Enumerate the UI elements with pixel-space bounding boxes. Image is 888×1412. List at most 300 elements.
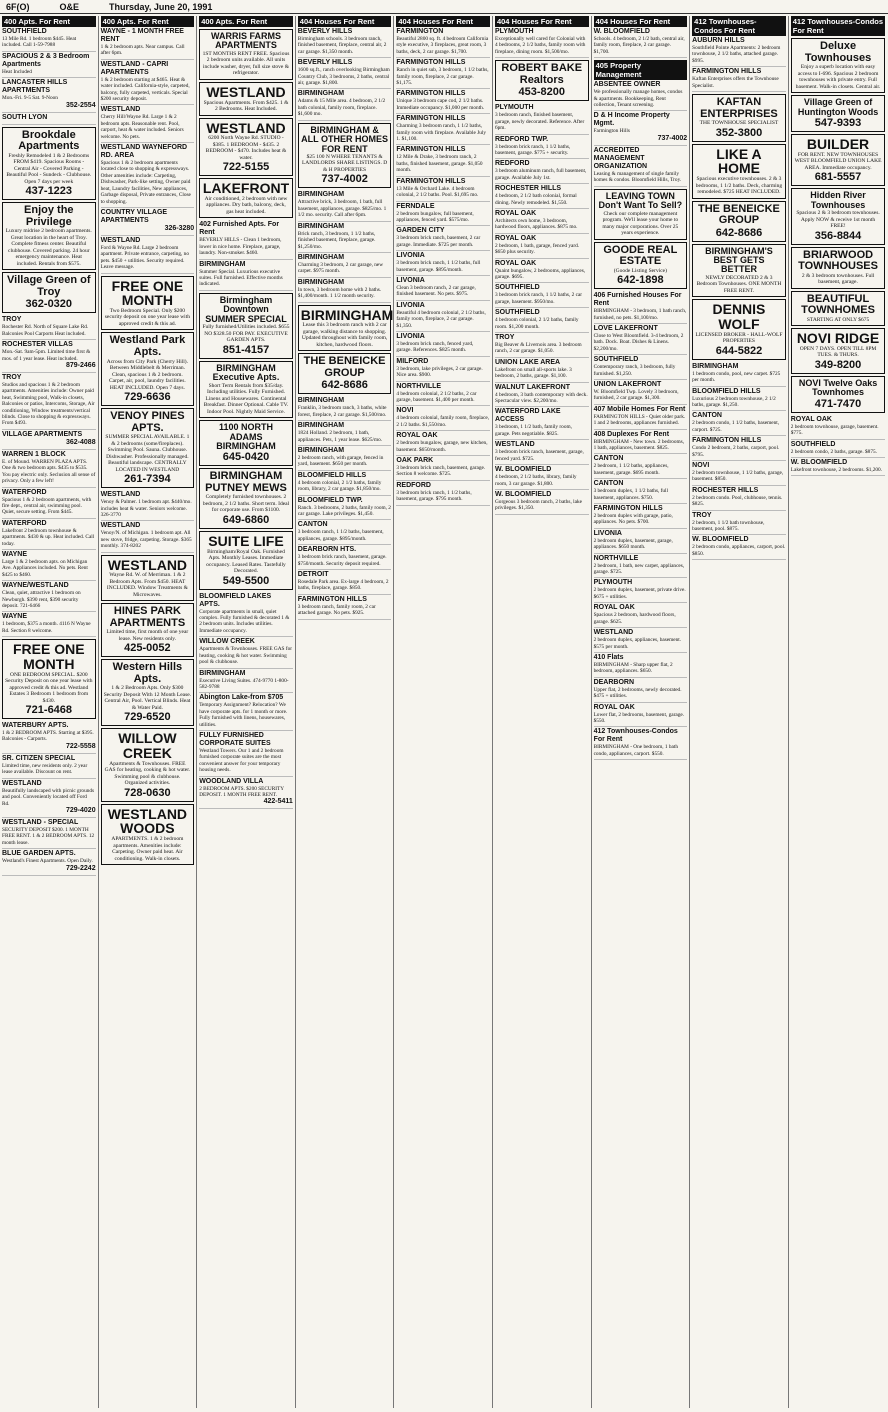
- ad-text: 1600 sq.ft., ranch overlooking Birmingham Country Club, 3 bedrooms, 2 baths, central air, garage. $1,800.: [297, 67, 390, 87]
- classified-ad: [594, 628, 688, 653]
- display-ad: [594, 189, 688, 240]
- ad-phone: 737-4002: [657, 134, 688, 142]
- display-ad-headline: VENOY PINES APTS.: [110, 410, 185, 434]
- display-ad-headline: THE BENEICKE GROUP: [303, 355, 386, 379]
- ad-title: CANTON: [692, 412, 722, 420]
- classified-ad: [2, 78, 96, 112]
- classified-ad: [594, 678, 688, 703]
- display-ad: [594, 242, 688, 290]
- ad-title: BIRMINGHAM: [297, 222, 345, 230]
- display-ad-copy: Lease this 3 bedroom ranch with 2 car garage, walking distance to shopping. Updated throughout with family room, kitchen, hardwood floors.: [301, 322, 388, 348]
- ad-text: BIRMINGHAM - 3 bedroom, 1 bath ranch, furnished, no pets. $1,100/mo.: [593, 308, 687, 321]
- ad-title: WESTLAND: [494, 441, 535, 449]
- classified-ad: [594, 703, 688, 728]
- ad-title: REDFORD TWP.: [494, 135, 549, 143]
- classified-ad: [396, 431, 490, 456]
- section-heading: 400 Apts. For Rent: [2, 16, 96, 27]
- classified-ad: [298, 58, 392, 89]
- display-ad-phone: 352-3800: [715, 126, 763, 139]
- display-ad-copy: 6200 North Wayne Rd. STUDIO - $385. 1 BEDROOM - $435. 2 BEDROOM - $470. Includes heat & water.: [205, 135, 287, 161]
- classified-ad: [101, 208, 195, 236]
- ad-text: 4 bedroom colonial, family room, fireplace, 2 1/2 baths. $1,550/mo.: [396, 415, 490, 428]
- classified-ad: [298, 27, 392, 58]
- classified-ad: [2, 340, 96, 373]
- classified-section: [101, 16, 195, 274]
- display-ad-phone: 362-0320: [25, 298, 73, 311]
- display-ad-copy: Short Term Rentals from $35/day. Including utilities. Fully Furnished. Linens and Housewares. Continental Breakfast. Dinner Optional. Cable TV. Indoor Pool. Nightly Maid Service.: [203, 382, 289, 415]
- classified-ad: [396, 301, 490, 332]
- ad-text: Lakefront 2 bedroom townhouse & apartments. $430 & up. Heat included. Call today.: [2, 527, 95, 547]
- classified-ad: [495, 283, 589, 308]
- ad-title: DEARBORN: [593, 678, 635, 686]
- ad-text: Schools. 4 bedroom, 2 1/2 bath, central air, family room, fireplace, 2 car garage. $1,700.: [593, 36, 685, 55]
- classified-ad: [396, 177, 490, 202]
- ad-title: WAYNE: [2, 550, 28, 558]
- classified-column: [493, 16, 592, 1408]
- display-ad-phone: 642-8686: [321, 379, 368, 392]
- classified-ad: [2, 27, 96, 52]
- display-ad-phone: 547-9393: [814, 116, 862, 129]
- classified-ad: [692, 362, 786, 387]
- classified-column: [99, 16, 198, 1408]
- display-ad-copy: $25 100 N WHERE TENANTS & LANDLORDS SHARE LISTINGS. D & H PROPERTIES: [301, 153, 388, 173]
- ad-title: UNION LAKE AREA: [494, 358, 561, 366]
- ad-title: BLOOMFIELD HILLS: [297, 471, 367, 479]
- section-heading: 412 Townhouses-Condos For Rent: [692, 16, 786, 36]
- ad-title: WOODLAND VILLA: [199, 777, 264, 785]
- display-ad-copy: Apartments & Townhouses. FREE GAS for heating, cooking & hot water. Swimming pool & clubhouse. Organized activities.: [104, 760, 191, 787]
- ad-phone: 362-4088: [66, 438, 96, 446]
- ad-title: 406 Furnished Houses For Rent: [593, 292, 682, 308]
- display-ad: [199, 361, 293, 418]
- display-ad-phone: 851-4157: [222, 343, 270, 356]
- ad-text: 3 bedroom ranch, finished basement, garage, newly decorated. Reference. After 6pm.: [494, 112, 585, 132]
- display-ad: [101, 332, 195, 406]
- display-ad-phone: 681-5557: [814, 171, 862, 184]
- classified-ad: [298, 570, 392, 595]
- ad-text: Spacious 1 & 2 bedroom apartments, with fire dept., central air, swimming pool. Quiet, secure setting. From $445.: [2, 496, 92, 516]
- display-ad: [692, 244, 786, 298]
- classified-ad: [594, 430, 688, 455]
- ad-title: WILLOW CREEK: [199, 638, 255, 646]
- ad-title: WAYNE: [2, 613, 28, 621]
- display-ad-phone: 471-7470: [814, 397, 862, 410]
- ad-title: LIVONIA: [396, 301, 425, 309]
- classified-ad: [495, 333, 589, 358]
- classified-ad: [298, 471, 392, 496]
- classified-ad: [101, 27, 195, 60]
- display-ad-headline: BRIARWOOD TOWNHOUSES: [798, 248, 878, 273]
- classified-columns: [0, 16, 888, 1408]
- ad-text: Close to West Bloomfield. 3-4 bedroom, 2 bath. Dock. Boat. Dishes & Linens. $2,200/mo.: [593, 332, 684, 352]
- ad-title: REDFORD: [396, 481, 431, 489]
- ad-title: TROY: [494, 334, 515, 342]
- display-ad-phone: 729-6520: [124, 711, 171, 724]
- ad-title: WESTLAND: [100, 106, 141, 114]
- ad-text: 2 bedroom condo, 2 baths, garage. $875.: [790, 448, 877, 455]
- ad-text: Venoy & Palmer. 1 bedroom apt. $440/mo. includes heat & water. Seniors welcome. 326-3770: [100, 499, 192, 518]
- display-ad-copy: 1 & 2 Bedroom Apts. Only $300 Security Deposit With 12 Month Lease. Central Air, Pool. Vertical Blinds. Heat & Water Paid.: [103, 685, 192, 711]
- display-ad: [692, 144, 786, 199]
- ad-text: 4 bedroom colonial, 2 1/2 baths, 2 car garage, basement. $1,400 per month.: [396, 390, 477, 403]
- display-ad-phone: 425-0052: [124, 642, 171, 655]
- ad-title: WAYNE/WESTLAND: [2, 582, 69, 590]
- classified-ad: [594, 146, 688, 187]
- ad-text: Southfield Pointe Apartments: 2 bedroom townhouse, 2 1/2 baths, attached garage. $995.: [692, 45, 781, 64]
- ad-text: 2 bedroom townhouse, 1 1/2 baths, garage, basement. $850.: [692, 470, 784, 483]
- ad-text: Beautiful 4 bedroom colonial, 2 1/2 baths, family room, fireplace, 2 car garage. $1,350.: [396, 309, 486, 329]
- display-ad-headline: DENNIS WOLF: [712, 301, 766, 333]
- display-ad: [101, 728, 195, 801]
- classified-section: [692, 16, 786, 92]
- ad-text: 3 bedroom ranch, family room, 2 car attached garage. No pets. $925.: [297, 603, 376, 617]
- display-ad-copy: 2 & 3 bedroom townhouses. Full basement, garage.: [801, 272, 875, 286]
- ad-title: GARDEN CITY: [396, 227, 445, 235]
- classified-column: [0, 16, 99, 1408]
- ad-title: WESTLAND: [100, 522, 141, 530]
- display-ad-phone: 721-6468: [25, 704, 73, 717]
- classified-ad: [495, 135, 589, 160]
- ad-text: 2 bedroom, 1 bath, new carpet, appliances, garage. $725.: [593, 562, 685, 576]
- classified-ad: [692, 387, 786, 412]
- page-number: 6F(O): [6, 1, 30, 12]
- ad-title: WESTLAND - SPECIAL: [2, 818, 79, 826]
- ad-text: Ranch in quiet sub, 3 bedroom, 1 1/2 baths, family room, fireplace, 2 car garage. $1,175.: [396, 67, 489, 87]
- ad-title: W. BLOOMFIELD: [494, 490, 552, 498]
- ad-text: FARMINGTON HILLS - Quiet older park. 1 and 2 bedrooms, appliances furnished.: [593, 413, 686, 427]
- classified-section: [594, 60, 688, 186]
- ad-title: ROCHESTER VILLAS: [2, 341, 73, 349]
- classified-ad: [495, 184, 589, 209]
- ad-text: 2 bedroom condo. Pool, clubhouse, tennis. $825.: [692, 494, 783, 508]
- display-ad-headline: SUITE LIFE: [208, 532, 284, 549]
- ad-text: 3 bedroom ranch, 1 1/2 baths, basement, appliances, garage. $895/month.: [297, 529, 384, 542]
- ad-text: Heat Included: [2, 68, 32, 75]
- classified-ad: [2, 550, 96, 581]
- section-heading: 404 Houses For Rent: [298, 16, 392, 27]
- publication-name: O&E: [59, 1, 80, 12]
- display-ad: [199, 420, 293, 466]
- classified-ad: [594, 27, 688, 58]
- ad-phone: 422-5411: [263, 798, 293, 806]
- ad-text: 3 bedroom brick ranch, basement, 2 car garage. Immediate. $725 per month.: [396, 235, 481, 248]
- ad-title: FARMINGTON HILLS: [396, 90, 466, 98]
- ad-title: ABSENTEE OWNER: [593, 81, 661, 89]
- display-ad: [791, 328, 886, 374]
- classified-column: [690, 16, 789, 1408]
- classified-ad: [298, 446, 392, 471]
- section-heading: 405 Property Management: [594, 60, 688, 80]
- display-ad: [199, 29, 293, 80]
- ad-phone: 352-2554: [66, 101, 96, 109]
- display-ad-phone: 642-8686: [715, 226, 763, 239]
- ad-text: 1 & 2 bedroom apts. Near campus. Call after 6pm.: [100, 44, 185, 57]
- ad-text: Franklin, 3 bedroom ranch, 3 baths, white forest, fireplace, 2 car garage. $1,500/mo.: [297, 405, 387, 418]
- display-ad: [2, 202, 96, 270]
- display-ad: [298, 305, 392, 352]
- display-ad-headline: Hidden River Townhouses: [810, 190, 866, 210]
- display-ad-phone: 728-0630: [124, 786, 171, 799]
- ad-title: ROYAL OAK: [593, 703, 635, 711]
- classified-ad: [594, 324, 688, 355]
- ad-text: 4 bedroom, 2 1/2 baths, library, family room, 3 car garage. $1,800.: [494, 474, 577, 487]
- section-heading: 404 Houses For Rent: [594, 16, 688, 27]
- ad-title: FARMINGTON HILLS: [396, 177, 466, 185]
- display-ad-phone: 722-5155: [222, 161, 270, 174]
- display-ad: [199, 293, 293, 359]
- display-ad-headline: WESTLAND: [206, 83, 286, 100]
- display-ad-headline: LIKE A HOME: [716, 145, 762, 177]
- ad-title: OAK PARK: [396, 457, 434, 465]
- ad-title: CANTON: [593, 455, 624, 463]
- ad-text: 2 bedroom condo, appliances, carport, pool. $850.: [692, 544, 786, 557]
- display-ad-headline: FREE ONE MONTH: [111, 277, 184, 309]
- classified-ad: [594, 405, 688, 430]
- ad-title: ROCHESTER HILLS: [692, 486, 759, 494]
- classified-ad: [495, 209, 589, 234]
- display-ad-headline: BEAUTIFUL TOWNHOMES: [801, 292, 875, 317]
- section-heading: 404 Houses For Rent: [396, 16, 490, 27]
- ad-title: DEARBORN HTS.: [297, 546, 357, 554]
- display-ad-copy: Across from City Park (Cherry Hill). Between Middlebelt & Merriman. Clean, spacious 1 & 2 bedroom. Carpet, air, pool, laundry facilities. HEAT INCLUDED. Open 7 days.: [106, 358, 189, 391]
- classified-ad: [396, 481, 490, 506]
- ad-text: 1 bedroom, $375 a month. 4116 N Wayne Rd. Section 8 welcome.: [2, 621, 91, 634]
- display-ad: [199, 468, 293, 529]
- ad-title: BIRMINGHAM: [199, 260, 246, 268]
- section-heading: 400 Apts. For Rent: [199, 16, 293, 27]
- classified-ad: [2, 488, 96, 519]
- ad-title: BLOOMFIELD HILLS: [692, 387, 761, 395]
- ad-title: FARMINGTON HILLS: [297, 595, 367, 603]
- ad-title: VILLAGE APARTMENTS: [2, 430, 83, 438]
- display-ad: [2, 272, 96, 313]
- ad-text: Charming 3 bedroom, 2 car garage, new carpet. $975 month.: [297, 261, 384, 275]
- ad-title: WESTLAND: [100, 491, 141, 499]
- classified-column: [592, 16, 691, 1408]
- display-ad: [298, 353, 392, 394]
- ad-title: BLOOMFIELD TWP.: [297, 496, 363, 504]
- classified-ad: [692, 411, 786, 436]
- display-ad-copy: 1ST MONTHS RENT FREE. Spacious 2 bedroom units available. All units include washer, dryer, full size stove & refrigerator.: [202, 50, 290, 77]
- ad-title: AUBURN HILLS: [692, 37, 745, 44]
- display-ad-copy: APARTMENTS. 1 & 2 bedroom apartments. Amenities include: Carpeting. Owner paid heat. Air conditioning. Walk-in closets.: [111, 836, 184, 862]
- classified-ad: [396, 58, 490, 89]
- classified-ad: [396, 114, 490, 145]
- ad-text: Venoy/N. of Michigan. 1 bedroom apt. All new stove, fridge, carpeting. Storage. $365 monthly. 374-8202: [100, 530, 192, 550]
- classified-ad: [396, 406, 490, 431]
- classified-column: [296, 16, 395, 1408]
- classified-ad: [101, 143, 195, 208]
- classified-ad: [2, 519, 96, 550]
- display-ad-headline: BIRMINGHAM & ALL OTHER HOMES FOR RENT: [301, 124, 388, 154]
- ad-title: LIVONIA: [593, 529, 622, 537]
- ad-title: LIVONIA: [396, 332, 425, 340]
- ad-text: E. of Mound. WARREN PLAZA APTS. One & two bedroom apts. $435 to $535. You pay electric only. Seclusion all sense of privacy. Only a few left!: [2, 458, 96, 485]
- display-ad-phone: 737-4002: [321, 173, 368, 186]
- display-ad-headline: BUILDER: [806, 135, 870, 152]
- ad-title: BIRMINGHAM: [297, 422, 345, 430]
- classified-ad: [594, 479, 688, 504]
- display-ad-copy: Enjoy a superb location with easy access to I-696. Spacious 2 bedroom townhouses with private entry. Full basement. Walk-in closets. Central air.: [795, 64, 881, 90]
- ad-title: 408 Duplexes For Rent: [593, 430, 670, 438]
- ad-title: WATERBURY APTS.: [2, 722, 69, 730]
- classified-ad: [495, 407, 589, 440]
- ad-title: SOUTHFIELD: [593, 356, 639, 364]
- display-ad: [298, 123, 392, 189]
- classified-ad: [199, 777, 293, 810]
- classified-ad: [2, 450, 96, 488]
- ad-title: WATERFORD LAKE ACCESS: [494, 408, 561, 424]
- ad-title: D & H Income Property Mgmt.: [593, 112, 670, 128]
- classified-ad: [495, 234, 589, 259]
- ad-text: 3 bedroom brick ranch, 1 1/2 baths, basement, garage. $795 month.: [396, 489, 472, 503]
- ad-text: 1 & 2 BEDROOM APTS. Starting at $395. Balconies - Carports.: [2, 730, 94, 743]
- ad-title: ACCREDITED MANAGEMENT ORGANIZATION: [593, 146, 648, 170]
- ad-text: 3 bedroom brick ranch, basement, garage, fenced yard. $725.: [494, 449, 584, 462]
- display-ad: [101, 276, 195, 331]
- display-ad-headline: ROBERT BAKE Realtors: [501, 62, 583, 86]
- display-ad-headline: WILLOW CREEK: [118, 730, 177, 762]
- classified-ad: [594, 355, 688, 380]
- ad-title: WESTLAND: [593, 629, 634, 637]
- ad-title: COUNTRY VILLAGE APARTMENTS: [100, 208, 168, 224]
- classified-ad: [791, 440, 886, 458]
- classified-ad: [692, 436, 786, 461]
- ad-title: PLYMOUTH: [593, 579, 633, 587]
- ad-title: FARMINGTON HILLS: [396, 115, 466, 123]
- classified-ad: [298, 496, 392, 521]
- ad-text: 3 bedroom duplex, 1 1/2 baths, full basement, appliances. $750.: [593, 488, 669, 501]
- display-ad: [791, 134, 886, 186]
- ad-title: BIRMINGHAM: [297, 191, 345, 199]
- ad-phone: 326-3280: [164, 224, 195, 232]
- ad-title: BLUE GARDEN APTS.: [2, 850, 76, 858]
- display-ad-phone: 261-7394: [124, 473, 171, 486]
- classified-section: [2, 16, 96, 125]
- classified-ad: [692, 486, 786, 511]
- ad-text: Brick ranch, 3 bedroom, 1 1/2 baths, finished basement, fireplace, garage. $1,250/mo.: [297, 230, 376, 250]
- display-ad-copy: FOR RENT. NEW TOWNHOUSES WEST BLOOMFIELD UNION LAKE AREA. Immediate occupancy.: [794, 151, 882, 171]
- classified-ad: [495, 27, 589, 58]
- ad-text: 2 bedroom, 1 1/2 baths, appliances, basement, garage. $695 month.: [593, 463, 669, 476]
- display-ad-phone: 349-8200: [814, 358, 862, 371]
- ad-text: In town, 3 bedroom home with 2 baths. $1,400/month. 1 1/2 month security.: [297, 286, 382, 300]
- ad-title: MILFORD: [396, 357, 429, 365]
- ad-text: Attractive brick, 3 bedroom, 1 bath, full basement, appliances, garage. $825/mo. 1 1/2 mo. security. Call after 6pm.: [297, 199, 387, 219]
- display-ad-headline: THE BENEICKE GROUP: [698, 202, 780, 227]
- display-ad-phone: 729-6636: [124, 391, 171, 403]
- display-ad-headline: Western Hills Apts.: [112, 661, 183, 685]
- ad-title: CANTON: [297, 521, 328, 529]
- ad-text: Rosedale Park area. Ex-large 4 bedroom, 2 baths, fireplace, garage. $850.: [297, 579, 389, 592]
- classified-ad: [791, 415, 886, 440]
- ad-title: FARMINGTON HILLS: [593, 505, 663, 513]
- classified-ad: [594, 727, 688, 760]
- classified-ad: [594, 603, 688, 628]
- classified-section: [495, 16, 589, 58]
- classified-ad: [594, 578, 688, 603]
- classified-ad: [101, 60, 195, 106]
- ad-text: Westland's Finest Apartments. Open Daily.: [2, 858, 93, 865]
- classified-ad: [2, 581, 96, 612]
- display-ad: [101, 408, 195, 488]
- ad-text: 4 bedroom, 2 1/2 bath colonial, formal dining. Newly remodeled. $1,550.: [494, 193, 577, 206]
- classified-ad: [2, 779, 96, 818]
- ad-title: SOUTHFIELD: [494, 284, 540, 292]
- ad-title: NORTHVILLE: [396, 382, 442, 390]
- classified-ad: [495, 440, 589, 465]
- classified-ad: [396, 332, 490, 357]
- display-ad: [2, 639, 96, 719]
- classified-ad: [594, 653, 688, 678]
- display-ad: [199, 531, 293, 590]
- classified-ad: [298, 89, 392, 120]
- ad-title: ROCHESTER HILLS: [494, 185, 562, 193]
- classified-section: [594, 16, 688, 58]
- ad-text: Limited time, new residents only. 2 year lease available. Discount on rent.: [2, 762, 88, 776]
- ad-text: 1 bedroom condo, pool, new carpet. $725 per month.: [692, 370, 781, 384]
- display-ad-headline: Brookdale Apartments: [18, 128, 80, 153]
- classified-ad: [396, 456, 490, 481]
- classified-ad: [594, 80, 688, 111]
- classified-ad: [2, 373, 96, 430]
- ad-title: TROY: [692, 511, 712, 519]
- classified-ad: [101, 490, 195, 521]
- ad-text: We professionally manage homes, condos & apartments. Bookkeeping, Rent collection, Tenant screening.: [593, 89, 683, 109]
- classified-ad: [594, 504, 688, 529]
- display-ad-headline: WESTLAND: [206, 119, 286, 136]
- ad-text: BIRMINGHAM - Sharp upper flat, 2 bedroom, appliances. $650.: [593, 661, 673, 675]
- ad-title: SOUTH LYON: [2, 113, 48, 121]
- display-ad-headline: Enjoy the Privilege: [24, 204, 74, 228]
- ad-title: BIRMINGHAM: [692, 362, 739, 370]
- ad-text: Ranch. 3 bedrooms, 2 baths, family room, 2 car garage. Lake privileges. $1,450.: [297, 504, 391, 517]
- ad-text: Mon.-Sat. 9am-5pm. Limited time first & mos. of 1 year lease. Heat included.: [2, 349, 91, 362]
- ad-text: BIRMINGHAM - New town. 2 bedrooms, 1 bath, appliances, basement. $825.: [593, 438, 685, 451]
- classified-column: [394, 16, 493, 1408]
- ad-text: Beautifully landscaped with picnic grounds and pool. Conveniently located off Ford Rd.: [2, 787, 95, 807]
- section-heading: 400 Apts. For Rent: [101, 16, 195, 27]
- ad-text: Executive Living Suites. 474-9770 1-800-582-9788: [199, 677, 289, 690]
- ad-title: WESTLAND: [100, 236, 141, 244]
- ad-text: 3 bedroom brick ranch, 1 1/2 baths, 2 car garage, basement. $950/mo.: [494, 292, 583, 305]
- ad-text: 3 bedroom brick ranch, fenced yard, garage. References. $825 month.: [396, 340, 474, 354]
- classified-ad: [298, 278, 392, 303]
- classified-ad: [495, 259, 589, 284]
- ad-title: WALNUT LAKEFRONT: [494, 383, 571, 391]
- ad-text: 13 Mile Rd. 1 bedroom $445. Heat included. Call 1-59-7988: [2, 36, 77, 49]
- ad-text: Studios and spacious 1 & 2 bedroom apartments. Amenities include: Owner paid heat, Swimming pool, Walk-in closets, Balconies or patios, Intercoms, Storage, Air conditioning, Window treatments/vertical blinds. Close to shopping & expressways. From $493.: [2, 382, 95, 427]
- display-ad-copy: OPEN 7 DAYS. OPEN TILL 8PM TUES. & THURS.: [799, 345, 877, 359]
- ad-title: SPACIOUS 2 & 3 Bedroom Apartments: [2, 52, 90, 68]
- display-ad-headline: WESTLAND: [107, 556, 188, 573]
- display-ad: [199, 82, 293, 116]
- classified-ad: [594, 380, 688, 405]
- display-ad: [692, 299, 786, 359]
- ad-text: BIRMINGHAM - One bedroom, 1 bath condo, appliances, carport. $550.: [593, 744, 679, 757]
- ad-text: 3 bedroom brick ranch, 1 1/2 baths, basement, garage. $775 + security.: [494, 143, 571, 156]
- ad-title: FERNDALE: [396, 202, 435, 210]
- display-ad-phone: 642-1898: [617, 274, 664, 287]
- ad-text: 2 bedroom duplex, appliances, basement. $575 per month.: [593, 637, 682, 650]
- ad-title: PLYMOUTH: [494, 104, 534, 112]
- ad-title: WAYNE - 1 MONTH FREE RENT: [100, 28, 184, 43]
- classified-ad: [791, 458, 886, 476]
- ad-title: BIRMINGHAM: [297, 278, 345, 286]
- display-ad-copy: Freshly Remodeled 1 & 2 Bedrooms FROM $419. Spacious Rooms - Central Air - Covered Parking - Beautiful Pool - Sundeck - Clubhouse. Open 7 days per week: [6, 152, 92, 185]
- display-ad: [2, 127, 96, 201]
- classified-ad: [199, 592, 293, 638]
